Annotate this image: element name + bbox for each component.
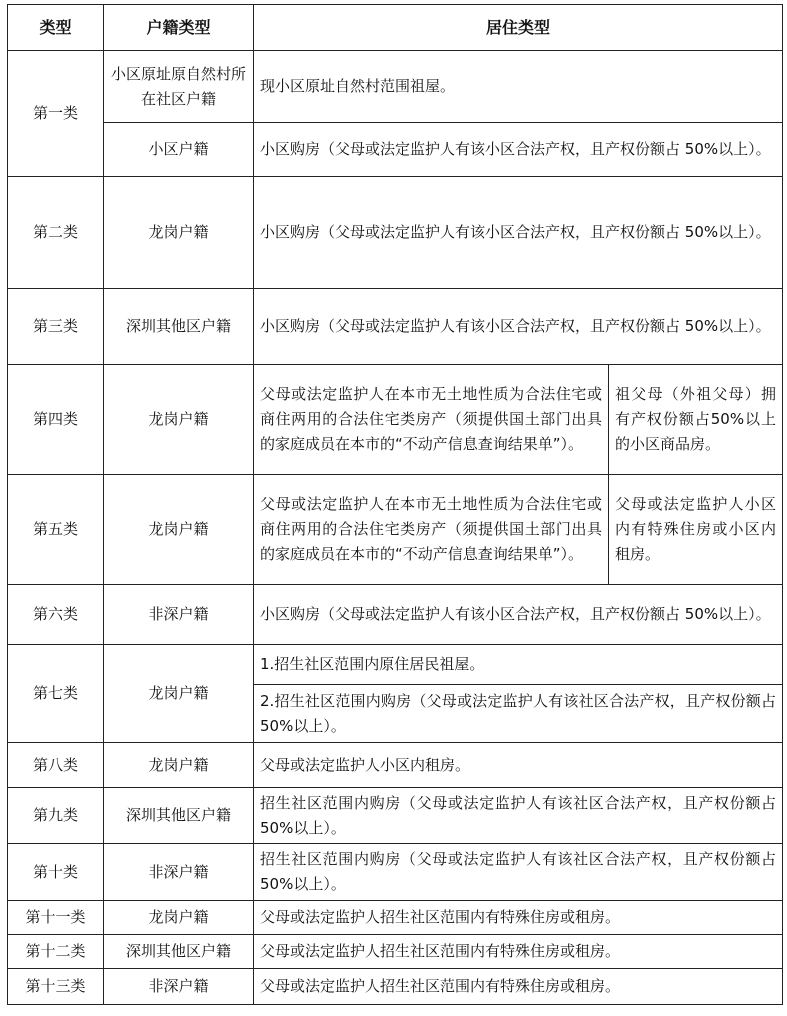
residence-cell: 父母或法定监护人招生社区范围内有特殊住房或租房。 [254,969,783,1005]
table-row [8,123,783,177]
residence-cell: 现小区原址自然村范围祖屋。 [254,51,783,123]
hukou-cell: 深圳其他区户籍 [104,289,254,365]
residence-cell: 招生社区范围内购房（父母或法定监护人有该社区合法产权，且产权份额占 50%以上）。 [254,788,783,844]
residence-cell: 父母或法定监护人招生社区范围内有特殊住房或租房。 [254,935,783,969]
residence-extra-cell: 祖父母（外祖父母）拥有产权份额占50%以上的小区商品房。 [609,365,783,475]
header-type: 类型 [8,5,104,51]
category-cell: 第五类 [8,475,104,585]
table-row [8,51,783,123]
residence-cell: 2.招生社区范围内购房（父母或法定监护人有该社区合法产权，且产权份额占 50%以上）。 [254,685,783,743]
hukou-cell: 龙岗户籍 [104,743,254,788]
hukou-cell: 小区户籍 [104,123,254,177]
table-row [8,901,783,935]
residence-cell: 父母或法定监护人招生社区范围内有特殊住房或租房。 [254,901,783,935]
hukou-cell: 小区原址原自然村所在社区户籍 [104,51,254,123]
category-cell: 第十三类 [8,969,104,1005]
hukou-cell: 龙岗户籍 [104,645,254,743]
category-cell: 第四类 [8,365,104,475]
hukou-cell: 非深户籍 [104,585,254,645]
table-row [8,788,783,844]
hukou-cell: 龙岗户籍 [104,177,254,289]
table-row [8,844,783,901]
residence-cell: 1.招生社区范围内原住居民祖屋。 [254,645,783,685]
category-cell: 第十类 [8,844,104,901]
residence-cell: 招生社区范围内购房（父母或法定监护人有该社区合法产权，且产权份额占 50%以上）。 [254,844,783,901]
table-row [8,475,783,585]
residence-cell: 父母或法定监护人在本市无土地性质为合法住宅或商住两用的合法住宅类房产（须提供国土部门出具的家庭成员在本市的“不动产信息查询结果单”）。 [254,365,609,475]
category-cell: 第九类 [8,788,104,844]
table-row [8,289,783,365]
hukou-cell: 非深户籍 [104,969,254,1005]
category-cell: 第十二类 [8,935,104,969]
residence-cell: 父母或法定监护人在本市无土地性质为合法住宅或商住两用的合法住宅类房产（须提供国土部门出具的家庭成员在本市的“不动产信息查询结果单”）。 [254,475,609,585]
table-row [8,935,783,969]
residence-extra-cell: 父母或法定监护人小区内有特殊住房或小区内租房。 [609,475,783,585]
hukou-cell: 深圳其他区户籍 [104,935,254,969]
header-hukou: 户籍类型 [104,5,254,51]
residence-cell: 小区购房（父母或法定监护人有该小区合法产权，且产权份额占 50%以上）。 [254,177,783,289]
residence-cell: 小区购房（父母或法定监护人有该小区合法产权，且产权份额占 50%以上）。 [254,123,783,177]
table-row [8,645,783,685]
table-row [8,177,783,289]
table-row [8,585,783,645]
residence-cell: 父母或法定监护人小区内租房。 [254,743,783,788]
hukou-cell: 非深户籍 [104,844,254,901]
category-cell: 第一类 [8,51,104,177]
category-cell: 第二类 [8,177,104,289]
category-cell: 第七类 [8,645,104,743]
hukou-cell: 深圳其他区户籍 [104,788,254,844]
hukou-cell: 龙岗户籍 [104,901,254,935]
table-row [8,365,783,475]
hukou-cell: 龙岗户籍 [104,365,254,475]
category-cell: 第十一类 [8,901,104,935]
table-header-row [8,5,783,51]
category-cell: 第三类 [8,289,104,365]
residence-cell: 小区购房（父母或法定监护人有该小区合法产权，且产权份额占 50%以上）。 [254,585,783,645]
residence-cell: 小区购房（父母或法定监护人有该小区合法产权，且产权份额占 50%以上）。 [254,289,783,365]
admission-category-table [7,4,783,1005]
table-row [8,743,783,788]
category-cell: 第八类 [8,743,104,788]
header-residence: 居住类型 [254,5,783,51]
table-row [8,969,783,1005]
hukou-cell: 龙岗户籍 [104,475,254,585]
category-cell: 第六类 [8,585,104,645]
